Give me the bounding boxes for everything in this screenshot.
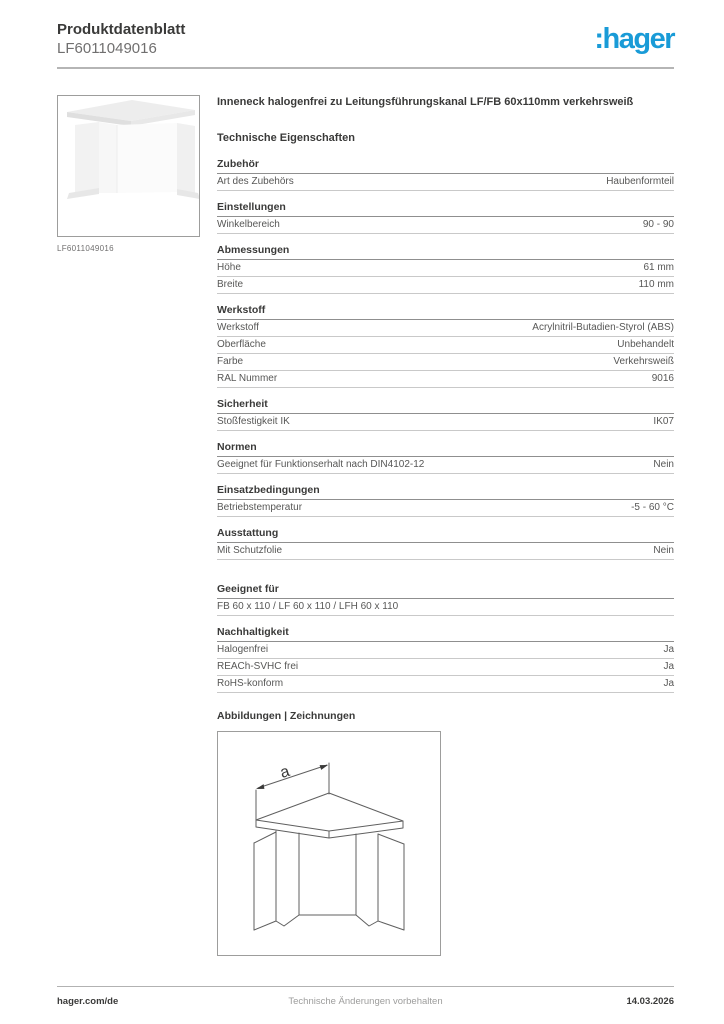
product-photo-graphic — [58, 96, 199, 236]
spec-section-abmessungen — [217, 245, 674, 294]
spec-value: IK07 — [653, 416, 674, 427]
spec-value: Nein — [653, 459, 674, 470]
spec-section-normen — [217, 442, 674, 474]
spec-label: Art des Zubehörs — [217, 176, 294, 187]
dimension-label: a — [278, 762, 292, 782]
spec-label: Farbe — [217, 356, 244, 367]
product-code: LF6011049016 — [57, 40, 157, 57]
dimension-arrow-right — [320, 765, 328, 770]
spec-sections — [217, 159, 674, 693]
tech-properties-heading: Technische Eigenschaften — [217, 132, 355, 144]
spec-label: Breite — [217, 279, 244, 290]
spec-label: RAL Nummer — [217, 373, 278, 384]
header — [0, 0, 724, 58]
drawings-heading: Abbildungen | Zeichnungen — [217, 710, 356, 722]
specifications-column — [217, 95, 674, 956]
footer — [57, 986, 674, 1007]
spec-row — [217, 642, 674, 659]
spec-label: Stoßfestigkeit IK — [217, 416, 290, 427]
technical-drawing — [217, 731, 441, 956]
spec-value: 110 mm — [638, 279, 674, 290]
spec-row — [217, 676, 674, 693]
spec-label: Höhe — [217, 262, 241, 273]
spec-value: Verkehrsweiß — [613, 356, 674, 367]
footer-website-link[interactable]: hager.com/de — [57, 996, 119, 1007]
section-heading: Abmessungen — [217, 245, 674, 260]
spec-label: Halogenfrei — [217, 644, 269, 655]
section-heading: Ausstattung — [217, 528, 674, 543]
spec-label: Geeignet für Funktionserhalt nach DIN4102-12 — [217, 459, 425, 470]
spec-row — [217, 320, 674, 337]
spec-section-nachhaltigkeit — [217, 627, 674, 693]
section-heading: Sicherheit — [217, 399, 674, 414]
spec-row — [217, 414, 674, 431]
spec-row — [217, 500, 674, 517]
section-heading: Geeignet für — [217, 584, 674, 599]
spec-section-einstellungen — [217, 202, 674, 234]
spec-label: Betriebstemperatur — [217, 502, 303, 513]
spec-value: 9016 — [651, 373, 674, 384]
spec-value: Ja — [663, 644, 674, 655]
spec-label: FB 60 x 110 / LF 60 x 110 / LFH 60 x 110 — [217, 601, 399, 612]
spec-section-zubeh-r — [217, 159, 674, 191]
spec-label: REACh-SVHC frei — [217, 661, 299, 672]
doc-type-title: Produktdatenblatt — [57, 21, 186, 38]
spec-section-sicherheit — [217, 399, 674, 431]
section-heading: Nachhaltigkeit — [217, 627, 674, 642]
spec-value: Ja — [663, 661, 674, 672]
spec-section-werkstoff — [217, 305, 674, 388]
spec-value: -5 - 60 °C — [631, 502, 674, 513]
spec-row — [217, 457, 674, 474]
header-titles — [57, 20, 185, 58]
spec-row — [217, 337, 674, 354]
spec-row — [217, 354, 674, 371]
spec-value: Ja — [663, 678, 674, 689]
spec-row — [217, 371, 674, 388]
spec-value: Acrylnitril-Butadien-Styrol (ABS) — [532, 322, 674, 333]
spec-section-geeignet-f-r — [217, 584, 674, 616]
main-content — [0, 69, 724, 956]
spec-section-ausstattung — [217, 528, 674, 560]
section-heading: Werkstoff — [217, 305, 674, 320]
spec-label: RoHS-konform — [217, 678, 284, 689]
spec-value: 90 - 90 — [642, 219, 674, 230]
spec-label: Mit Schutzfolie — [217, 545, 283, 556]
spec-row — [217, 659, 674, 676]
spec-value: Nein — [653, 545, 674, 556]
product-image — [57, 95, 200, 237]
spec-row — [217, 277, 674, 294]
hager-logo: :hager — [594, 23, 674, 55]
product-image-caption: LF6011049016 — [57, 244, 114, 253]
section-heading: Einsatzbedingungen — [217, 485, 674, 500]
spec-row — [217, 543, 674, 560]
spec-row — [217, 260, 674, 277]
spec-value: Unbehandelt — [617, 339, 674, 350]
spec-value: 61 mm — [643, 262, 674, 273]
spec-row — [217, 217, 674, 234]
dimension-arrow-left — [256, 784, 264, 789]
spec-value: Haubenformteil — [606, 176, 674, 187]
product-title: Inneneck halogenfrei zu Leitungsführungskanal LF/FB 60x110mm verkehrsweiß — [217, 96, 634, 108]
section-heading: Normen — [217, 442, 674, 457]
spec-row — [217, 174, 674, 191]
technical-drawing-graphic — [218, 732, 440, 955]
section-heading: Einstellungen — [217, 202, 674, 217]
section-heading: Zubehör — [217, 159, 674, 174]
spec-section-einsatzbedingungen — [217, 485, 674, 517]
spec-label: Winkelbereich — [217, 219, 280, 230]
spec-row — [217, 599, 674, 616]
footer-date: 14.03.2026 — [626, 996, 674, 1007]
spec-label: Oberfläche — [217, 339, 266, 350]
spec-label: Werkstoff — [217, 322, 259, 333]
product-image-column — [57, 95, 217, 956]
footer-disclaimer: Technische Änderungen vorbehalten — [288, 996, 443, 1007]
